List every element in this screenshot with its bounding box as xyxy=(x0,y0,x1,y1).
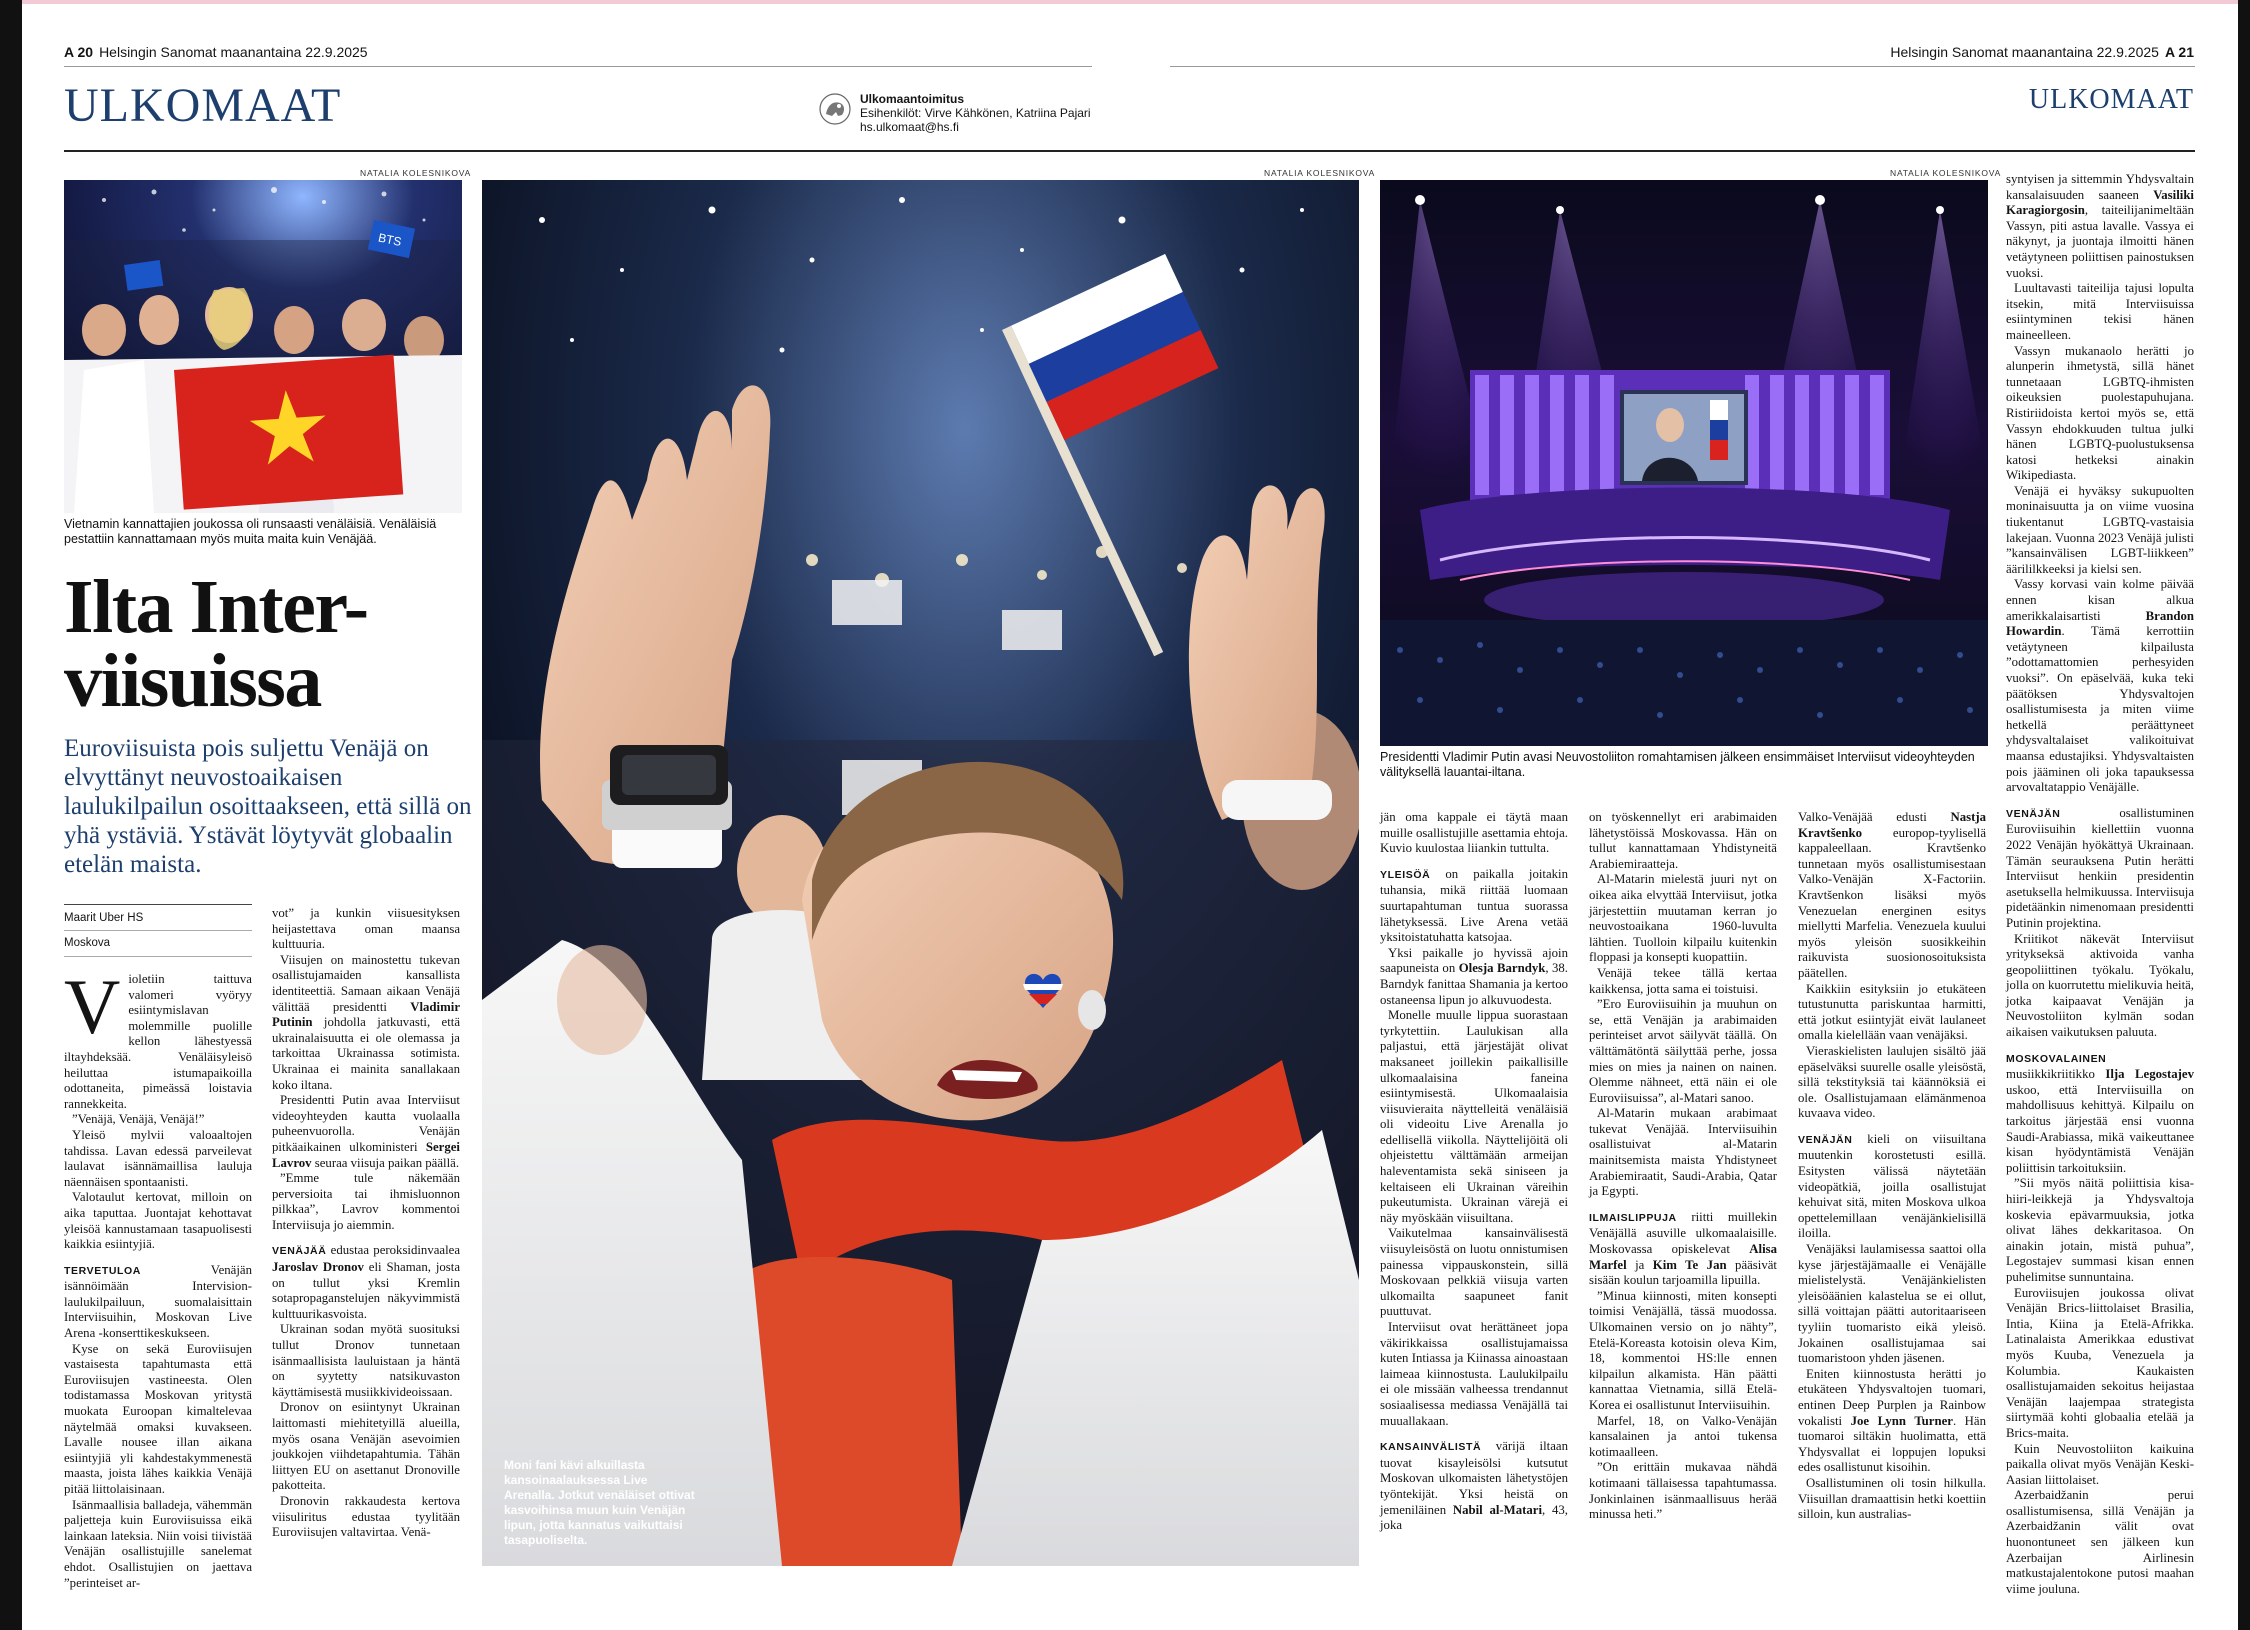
folio-rule-right xyxy=(1170,66,2195,67)
subhead: VENÄJÄÄ xyxy=(272,1245,327,1258)
photo-credit-arena: NATALIA KOLESNIKOVA xyxy=(1890,168,2002,178)
caption-vietnam: Vietnamin kannattajien joukossa oli runsaasti venäläisiä. Venäläisiä pestattiin kannattamaan myös muita maita kuin Venäjää. xyxy=(64,517,437,546)
vietnam-fans-photo xyxy=(64,180,462,513)
byline-rule-top xyxy=(64,904,252,905)
arena-stage-photo xyxy=(1380,180,1988,746)
desk-info xyxy=(860,92,1091,134)
author: Maarit Uber HS xyxy=(64,912,144,924)
byline-rule-bottom xyxy=(64,956,252,957)
drop-cap: V xyxy=(64,963,121,1050)
top-edge xyxy=(0,0,2250,4)
svg-text:BTS: BTS xyxy=(377,230,403,250)
photo-credit-vietnam: NATALIA KOLESNIKOVA xyxy=(360,168,472,178)
dateline: Moskova xyxy=(64,937,111,949)
folio-text-right: Helsingin Sanomat maanantaina 22.9.2025 xyxy=(1890,44,2159,60)
desk-chiefs: Esihenkilöt: Virve Kähkönen, Katriina Pajari xyxy=(860,106,1091,120)
section-title-left: ULKOMAAT xyxy=(64,79,342,132)
right-folio xyxy=(1890,44,2194,60)
byline-rule-mid xyxy=(64,930,252,931)
desk-name: Ulkomaantoimitus xyxy=(860,92,965,106)
headline-line-2: viisuissa xyxy=(64,639,321,723)
desk-email[interactable]: hs.ulkomaat@hs.fi xyxy=(860,120,959,134)
page-number-right: A 21 xyxy=(2164,44,2194,60)
subhead: VENÄJÄN xyxy=(1798,1133,1853,1146)
article-column-1: Violetiin taittuva valomeri vyöryy esiintymislavan molemmille puolille kellon lähestyessä iltayhdeksää. Venäläisyleisö heiluttaa istumapaikoilla odottaneita, pimeässä loistavia rannekkeita. ”Venäjä, Venäjä, Venäjä!” Yleisö mylvii valoaaltojen tahdissa. Lavan edessä parveilevat laulavat isännämaillisa lauluja näennäisen spontaanisti. Valotaulut kertovat, milloin on aika taputtaa. Juontajat kehottavat yleisöä kannustamaan tasapuolisesti kaikkia esiintyjiä. TERVETULOA Venäjän isännöimään Intervision-laulukilpailuun, suomalaisittain Interviisuihin, Moskovan Live Arena -konserttikeskukseen. Kyse on sekä Euroviisujen vastaisesta tapahtumasta että Euroviisujen vastineesta. Olen todistamassa Moskovan yritystä muokata Euroopan kimaltelevaa näytelmää omaksi kuvakseen. Lavalle nousee illan aikana esiintyjiä yli kahdestakymmenestä maasta, joista lähes kaikkia Venäjä pitää liittolaisinaan. Isänmaallisia balladeja, vähemmän paljetteja kuin Euroviisuissa eikä lainkaan lateksia. Niin voisi tiivistää Venäjän osallistujille sanelemat ehdot. Osallistujien on jaettava ”perinteiset ar- xyxy=(64,963,252,1590)
article-column-6: syntyisen ja sittemmin Yhdysvaltain kansalaisuuden saaneen Vasiliki Karagiorgosin, taiteilijanimeltään Vassyn, piti astua lavalle. Vassya ei näkynyt, ja juontaja ilmoitti hänen vetäytyneen poliittisen painostuksen vuoksi. Luultavasti taiteilija tajusi lopulta itsekin, mitä Interviisuissa esiintyminen tekisi hänen maineelleen. Vassyn mukanaolo herätti jo alunperin ihmetystä, sillä hänet tunnetaaan LGBTQ-ihmisten oikeuksien puolestapuhujana. Ristiriidoista kertoi myös se, että Vassyn ehdokkuuden tultua julki hänen LGBTQ-puolustuksensa katosi hetkeksi ainakin Wikipediasta. Venäjä ei hyväksy sukupuolten moninaisuutta ja on viime vuosina tiukentanut LGBTQ-vastaisia lakejaan. Vuonna 2023 Venäjä julisti ”kansainvälisen LGBT-liikkeen” äärililkkeeksi ja kielsi sen. Vassy korvasi vain kolme päivää ennen kisan alkua amerikkalaisartisti Brandon Howardin. Tämä kerrottiin vetäytyneen kilpailusta ”odottamattomien perhesyiden vuoksi”. On epäselvää, kuka teki päätöksen Yhdysvaltojen osallistumisesta ja miten viime hetkellä peräättyneet yhdysvaltalaiset valikoituivat maansa edustajiksi. Yhdysvaltaisten pois jääminen oli joka tapauksessa arvovaltatappio Venäjälle. VENÄJÄN osallistuminen Euroviisuihin kiellettiin vuonna 2022 Venäjän hyökättyä Ukrainaan. Tämän seurauksena Putin herätti Interviisut henkiin presidentin asetuksella helmikuussa. Interviisuja pidetäänkin nimenomaan presidentti Putinin projektina. Kriitikot näkevät Interviisut yritykseksä aktivoida vanha geopoliittinen työkalu. Työkalu, jolla on kuorrutettu mielikuvia heitä, jotka kaipaavat Venäjän ja Neuvostoliiton kylmän sodan aikaisen vaikutuksen paluuta. MOSKOVALAINEN musiikkikriitikko Ilja Legostajev uskoo, että Interviisuilla on mahdollisuus kehittyä. Kilpailu on tarkoitus järjestää ensi vuonna Saudi-Arabiassa, mikä vaikeuttanee kisan hyödyntämistä Venäjän poliittisin tarkoituksiin. ”Sii myös näitä poliittisia kisa-hiiri-leikkejä ja Yhdysvaltoja koskevia epävarmuuksia, jotka olivat lähes dekkaritasoa. On ainakin jotain, mistä puhua”, Legostajev summasi kisan ennen puhelimitse sunnuntaina. Euroviisujen joukossa olivat Venäjän Brics-liittolaiset Brasilia, Intia, Kiina ja Etelä-Afrikka. Latinalaista Amerikkaa edustivat myös Kuuba, Venezuela ja Kolumbia. Kaukaisten osallistujamaiden sekoitus heijastaa Venäjän laajempaa strategista siirtymää kohti globaalia etelää ja Brics-maita. Kuin Neuvostoliiton kaikuina paikalla olivat myös Venäjän Keski-Aasian liittolaiset. Azerbaidžanin perui osallistumisensa, sillä Venäjän ja Azerbaidžanin välit ovat huonontuneet sen jälkeen kun Azerbaijan Airlinesin matkustajalentokone putosi maahan viime jouluna. xyxy=(2006,172,2194,1596)
headline-line-1: Ilta Inter- xyxy=(64,565,368,649)
lion-emblem-icon xyxy=(818,92,852,126)
subhead: YLEISÖÄ xyxy=(1380,868,1431,881)
article-column-4: on työskennellyt eri arabimaiden lähetystöissä Moskovassa. Hän on tullut kannattamaan Yhdistyneitä Arabiemiraatteja. Al-Matarin mielestä juuri nyt on oikea aika elvyttää Interviisut, jotka järjestettiin muutaman kerran jo neuvostoaikana 1960-luvulta lähtien. Tuolloin kilpailu kuitenkin floppasi ja konsepti kuopattiin. Venäjä tekee tällä kertaa kaikkensa, jotta sama ei toistuisi. ”Ero Euroviisuihin ja muuhun on se, että Venäjän ja arabimaiden perinteiset arvot säilyvät täällä. On välttämätöntä säilyttää perhe, jossa mies on mies ja nainen on nainen. Olemme nähneet, että näin ei ole Euroviisuissa”, al-Matari sanoo. Al-Matarin mukaan arabimaat tukevat Venäjää. Interviisuihin osallistuivat al-Matarin mainitsemista maista Yhdistyneet Arabiemiraatit, Saudi-Arabia, Qatar ja Egypti. ILMAISLIPPUJA riitti muillekin Venäjällä asuville ulkomaalaisille. Moskovassa opiskelevat Alisa Marfel ja Kim Te Jan pääsivät sisään koulun tarjoamilla lipuilla. ”Minua kiinnosti, miten konsepti toimisi Venäjällä, tässä muodossa. Ulkomainen versio on jo nähty”, Etelä-Koreasta kotoisin oleva Kim, 18, kommentoi HS:lle ennen kilpailun alkamista. Hän päätti kannattaa Vietnamia, sillä Etelä-Korea ei osallistunut Interviisuihin. Marfel, 18, on Valko-Venäjän kansalainen ja antoi tukensa kotimaalleen. ”On erittäin mukavaa nähdä kotimaani tällaisessa tapahtumassa. Jonkinlainen isänmaallisuus herää minussa heti.” xyxy=(1589,810,1777,1522)
folio-rule-left xyxy=(64,66,1092,67)
article-column-2: vot” ja kunkin viisuesityksen heijastettava oman maansa kulttuuria. Viisujen on mainostettu tukevan osallistujamaiden kansallista identiteettiä. Samaan aikaan Venäjä välittää presidentti Vladimir Putinin johdolla jatkuvasti, että ukrainalaisuutta ei ole olemassa ja tarkoittaa Ukrainassa sotimista. Ukrainaa ei mainita sanallakaan koko iltana. Presidentti Putin avaa Interviisut videoyhteyden kautta vuolaalla puheenvuorolla. Venäjän pitkäaikainen ulkoministeri Sergei Lavrov seuraa viisuja paikan päällä. ”Emme tule näkemään perversioita tai ihmisluonnon pilkkaa”, Lavrov kommentoi Interviisuja jo aiemmin. VENÄJÄÄ edustaa peroksidinvaalea Jaroslav Dronov eli Shaman, josta on tullut yksi Kremlin sotapropaganstelujen näkyvimmistä kulttuurikasvoista. Ukrainan sodan myötä suosituksi tullut Dronov tunnetaan isänmaallisista lauluistaan ja häntä on syytetty natsikuvaston käyttämisestä musiikkivideoissaan. Dronov on esiintynyt Ukrainan laittomasti miehitetyillä alueilla, myös osana Venäjän asevoimien joukkojen viihdetapahtumia. Tähän liittyen EU on asettanut Dronoville pakotteita. Dronovin rakkaudesta kertova viisuliritus edustaa tyylitään Euroviisujen valtavirtaa. Venä- xyxy=(272,906,460,1540)
caption-arena: Presidentti Vladimir Putin avasi Neuvostoliiton romahtamisen jälkeen ensimmäiset Interviisut videoyhteyden välityksellä lauantai-iltana. xyxy=(1380,750,1975,779)
page-number-left: A 20 xyxy=(64,44,94,60)
lead-paragraph: Euroviisuista pois suljettu Venäjä on elvyttänyt neuvostoaikaisen laulukilpailun osoittaakseen, että sillä on yhä ystäviä. Ystävät löytyvät globaalin etelän maista. xyxy=(64,735,472,878)
header-rule xyxy=(64,150,2195,152)
subhead: TERVETULOA xyxy=(64,1264,141,1277)
subhead: ILMAISLIPPUJA xyxy=(1589,1211,1677,1224)
article-column-5: Valko-Venäjää edusti Nastja Kravtšenko europop-tyylisellä kappaleellaan. Kravtšenko tunnetaan myös osallistumisestaan Valko-Venäjän X-Factoriin. Kravtšenkon lisäksi myös Venezuelan energinen esitys miellytti Marfelia. Venezuela kuului myös yleisön suosikkeihin raikuvista suosionosoituksista päätellen. Kaikkiin esityksiin jo etukäteen tutustunutta pariskuntaa harmitti, että jotkut esiintyjät eivät laulaneet omalla kielellään vaan venäjäksi. Vieraskielisten laulujen sisältö jää epäselväksi suurelle osalle yleisöstä, sillä tekstityksiä tai käännöksiä ei ole. Osallistujamaan elämänmenoa kuvaava video. VENÄJÄN kieli on viisuiltana muutenkin korostetusti esillä. Esitysten välissä näytetään videopätkiä, joilla osallistujat kehuivat sitä, miten Moskova ulkoa opettelemillaan venäjänkielisillä iloilla. Venäjäksi laulamisessa saattoi olla kyse järjestäjämaalle ei Venäjälle mielistelystä. Venäjänkielisten yleisöäänien kalastelua se ei ollut, sillä voittajan päätti autoritaariseen tyyliin tuomaristo eikä yleisö. Jokainen osallistujamaa sai tuomaristoon yhden jäsenen. Eniten kiinnostusta herätti jo etukäteen Yhdysvaltojen tuomari, entinen Deep Purplen ja Rainbow vokalisti Joe Lynn Turner. Hän tuomaroi siltäkin huolimatta, että Yhdysvallat ei loppujen lopuksi edes osallistunut kisoihin. Osallistuminen oli tosin hilkulla. Viisuillan dramaattisin hetki koettiin silloin, kun australias- xyxy=(1798,810,1986,1522)
fan-photo xyxy=(482,180,1359,1566)
caption-fan: Moni fani kävi alkuillasta kansoinaalauksessa Live Arenalla. Jotkut venäläiset ottivat kasvoihinsa muun kuin Venäjän lipun, jotta kannatus vaikuttaisi tasapuoliselta. xyxy=(504,1458,695,1547)
right-edge xyxy=(2238,0,2250,1630)
subhead: VENÄJÄN xyxy=(2006,807,2061,820)
headline xyxy=(64,565,504,723)
left-edge xyxy=(0,0,22,1630)
left-folio xyxy=(64,44,368,60)
subhead: KANSAINVÄLISTÄ xyxy=(1380,1441,1482,1454)
subhead: MOSKOVALAINEN xyxy=(2006,1052,2107,1065)
photo-credit-fan: NATALIA KOLESNIKOVA xyxy=(1264,168,1376,178)
section-title-right: ULKOMAAT xyxy=(2028,84,2194,115)
article-column-3: jän oma kappale ei täytä maan muille osallistujille asettamia ehtoja. Kuvio kuulostaa liiankin tuttulta. YLEISÖÄ on paikalla joitakin tuhansia, mikä riittää luomaan suurtapahtuman tuntua suorassa lähetyksessä. Live Arena vetää yksitoistatuhatta katsojaa. Yksi paikalle jo hyvissä ajoin saapuneista on Olesja Barndyk, 38. Barndyk fanittaa Shamania ja kertoo ostaneensa lipun jo alkuvuodesta. Monelle muulle lippua suorastaan tyrkytettiin. Laulukisan alla paljastui, että järjestäjät olivat maksaneet joillekin paikallisille ulkomaalaisina faneina esiintymisestä. Ulkomaalaisia viisuvieraita näyttelleitä venäläisiä oli videoitu Live Arenalla jo edellisellä viikolla. Näyttelijöitä oli ohjeistettu välttämään armeijan haleventamista sekä siniseen ja keltaiseen eli Ukrainan väreihin pukeutumista. Ukrainan värejä ei näy myöskään viisuiltana. Vaikutelmaa kansainvälisestä viisuyleisöstä on luotu onnistumisen painessa vippauskonstein, sillä Moskovaan pelkkiä viisuja varten ulkomailta saapuneet fanit puuttuvat. Interviisut ovat herättäneet jopa väkirikkaissa osallistujamaissa kuten Intiassa ja Kiinassa ainoastaan laimeaa kiinnostusta. Laulukilpailu ei ole missään valheessa trendannut sosiaalisessa mediassa Venäjällä tai muuallakaan. KANSAINVÄLISTÄ värijä iltaan tuovat kisayleisölsi kutsutut Moskovan ulkomaisten lähetystöjen työntekijät. Yksi heistä on jemeniläinen Nabil al-Matari, 43, joka xyxy=(1380,810,1568,1533)
folio-text-left: Helsingin Sanomat maanantaina 22.9.2025 xyxy=(99,44,368,60)
